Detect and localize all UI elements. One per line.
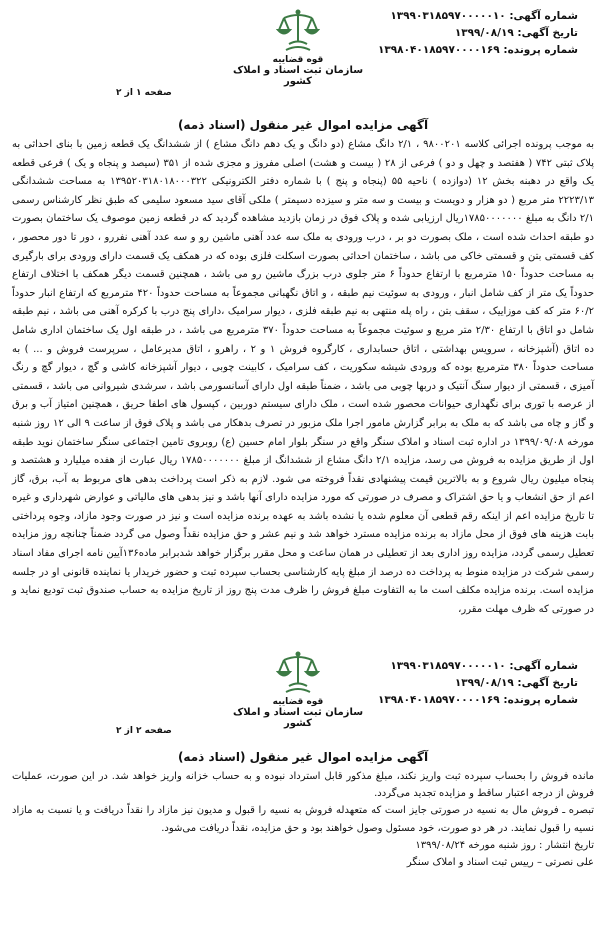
notice-title: آگهی مزایده اموال غیر منقول (اسناد ذمه) (177, 750, 429, 764)
notice-paragraph: تبصره ـ فروش مال به نسیه در صورتی جایز است که متعهدله فروش به نسیه را قبول و مدیون نیز مازاد را نقداً دریافت و یا نسبت به مازاد نسیه را قبول نمایند. در هر دو صورت، خود مسئول وصول خواهند بود و حق مزایده، نقداً دریافت می‌شود. (12, 805, 594, 834)
notice-paragraph: به موجب پرونده اجرائی کلاسه ۹۸۰۰۲۰۱ ، ۲/۱ دانگ مشاع (دو دانگ و یک دهم دانگ مشاع ) از ششدانگ یک قطعه زمین با بنای احداثی به پلاک ثبتی ۷۴۲ ( هفتصد و چهل و دو ) فرعی از ۲۸ ( بیست و هشت) اصلی مفروز و مجزی شده از ۳۵۱ (سیصد و پنجاه و یک ) فرعی قطعه یک واقع در دهبنه بخش ۱۲ (دوازده ) ناحیه ۵۵ (پنجاه و پنج ) با شماره دفتر الکترونیکی ۱۳۹۵۲۰۳۱۸۰۱۸۰۰۰۳۲۲ به مساحت ششدانگی ۲۲۲۳/۱۳ متر مربع ( دو هزار و دویست و بیست و سه متر و سیزده دسیمتر ) ملکی آقای سید مسعود سلیمی که طبق نظر کارشناس رسمی ۲/۱ دانگ به مبلغ ۱۷۸۵۰۰۰۰۰۰۰ریال ارزیابی شده و پلاک فوق در زمان بازدید مشاهده گردید که در قطعه زمین موصوف یک ساختمان بصورت دو طبقه احداث شده است ، ملک بصورت دو بر ، درب ورودی به ملک سه عدد آهنی ماشین رو و سه عدد آهنی نفررو ، دور تا دور محصور ، کف قسمتی بتن و قسمتی خاکی می باشد ، ساختمان احداثی بصورت اسکلت فلزی بوده که در همکف یک قسمت دارای ورودی برای بارگیری به مساحت حدوداً ۱۵۰ مترمربع با ارتفاع حدوداً ۶ متر جلوی درب بزرگ ماشین رو می باشد ، همچنین قسمت دیگر همکف با اختلاف ارتفاع حدوداً یک متر از کف شامل انبار ، ورودی به سوئیت نیم طبقه ، و اتاق نگهبانی مجموعاً به مساحت حدوداً ۴۲۰ مترمربع که ارتفاع انبار حدوداً ۶۰/۲ متر که کف موزاییک ، سقف بتن ، راه پله منتهی به نیم طبقه فلزی ، دیوار سرامیک ،دارای پنج درب با کرکره آهنی می باشد ، نیم طبقه شامل دو اتاق با ارتفاع ۲/۳۰ متر مربع و سوئیت مجموعاً به مساحت حدوداً ۳۷۰ مترمربع می باشد ، در طبقه اول یک ساختمان اداری شامل ده اتاق (آشپزخانه ، سرویس بهداشتی ، اتاق حسابداری ، کارگروه فروش ۱ و ۲ ، راهرو ، اتاق مدیرعامل ، سرپرست فروش و ... ) به مساحت حدوداً ۳۸۰ مترمربع بوده که ورودی شیشه سکوریت ، کف سرامیک ، کابینت چوبی ، دیوار آشپزخانه کاشی و گچ ، دیوار گچ و رنگ آمیزی ، قسمتی از دیوار سنگ آنتیک و دربها چوبی می باشد ، ضمناً طبقه اول دارای آسانسورمی باشد ، سرشدی شیروانی می باشد ، قسمتی از عرصه با توری برای نگهداری حیوانات محصور شده است ، ملک دارای سیستم دوربین ، کپسول های اطفا حریق ، همچنین امتیاز آب و برق و گاز و چاه می باشد که به ملک به برابر گزارش مامور اجرا ملک مزبور در تصرف بدهکار می باشد و پلاک فوق از ساعت ۹ الی ۱۲ روز شنبه مورخه ۱۳۹۹/۰۹/۰۸ در اداره ثبت اسناد و املاک سنگر واقع در سنگر بلوار امام حسین (ع) روبروی تامین اجتماعی سنگر ساختمان نوید طبقه اول از طریق مزایده به فروش می رسد، مزایده ۲/۱ دانگ مشاع از ششدانگ از مبلغ ۱۷۸۵۰۰۰۰۰۰۰ ریال عبارت از هفده میلیارد و هشتصد و پنجاه میلیون ریال شروع و به بالاترین قیمت پیشنهادی نقداً فروخته می شود. لازم به ذکر است پرداخت بدهی های مربوط به آب، برق، گاز اعم از حق انشعاب و یا حق اشتراک و مصرف در صورتی که مورد مزایده دارای آنها باشد و نیز بدهی های مالیاتی و عوارض شهرداری و غیره تا تاریخ مزایده اعم از اینکه رقم قطعی آن معلوم شده یا نشده باشد به عهده برنده مزایده است و نیز در صورت وجود مازاد، وجوه پرداختی بابت هزینه های فوق از محل مازاد به برنده مزایده مسترد خواهد شد و نیم عشر و حق مزایده نقداً وصول می گردد ضمناً چنانچه روز مزایده تعطیل رسمی گردد، مزایده روز اداری بعد از تعطیلی در همان ساعت و محل مقرر برگزار خواهد شدبرابر ماده۱۳۶آیین نامه اجرای مفاد اسناد رسمی شرکت در مزایده منوط به پرداخت ده درصد از مبلغ پایه کارشناسی بحساب سپرده ثبت و حضور خریدار یا نماینده قانونی او در جلسه مزایده است. برنده مزایده مکلف است ما به التفاوت مبلغ فروش را ظرف مدت پنج روز از تاریخ مزایده به حساب صندوق ثبت تودیع نماید و در صورتی که ظرف مهلت مقرر، (12, 139, 595, 615)
page-number: صفحه ۲ از ۲ (116, 726, 172, 736)
org-name-judiciary: قوه قضاییه (272, 55, 324, 65)
notice-body (12, 136, 594, 619)
notice-date: تاریخ آگهی: ۱۳۹۹/۰۸/۱۹ (454, 27, 578, 39)
signature-line: علی نصرتی – رییس ثبت اسناد و املاک سنگر (406, 857, 594, 869)
judiciary-emblem (228, 8, 368, 87)
scales-of-justice-icon (276, 650, 320, 696)
notice-meta (378, 8, 578, 59)
judiciary-emblem (228, 650, 368, 729)
case-number: شماره پرونده: ۱۳۹۸۰۴۰۱۸۵۹۷۰۰۰۰۱۶۹ (377, 694, 578, 706)
notice-number: شماره آگهی: ۱۳۹۹۰۳۱۸۵۹۷۰۰۰۰۰۱۰ (390, 660, 578, 672)
notice-meta (378, 658, 578, 709)
page-number: صفحه ۱ از ۲ (116, 88, 172, 98)
case-number: شماره پرونده: ۱۳۹۸۰۴۰۱۸۵۹۷۰۰۰۰۱۶۹ (377, 44, 578, 56)
scales-of-justice-icon (276, 8, 320, 54)
notice-title: آگهی مزایده اموال غیر منقول (اسناد ذمه) (177, 118, 429, 132)
org-name-judiciary: قوه قضاییه (272, 697, 324, 707)
publication-date: تاریخ انتشار : روز شنبه مورخه ۱۳۹۹/۰۸/۲۴ (415, 839, 594, 851)
notice-page-2 (0, 640, 606, 926)
org-name-registration: سازمان ثبت اسناد و املاک کشور (232, 707, 364, 729)
notice-paragraph: مانده فروش را بحساب سپرده ثبت واریز نکند، مبلغ مذکور قابل استرداد نبوده و به حساب خزانه واریز خواهد شد. در این صورت، عملیات فروش از درجه اعتبار ساقط و مزایده تجدید می‌گردد. (12, 771, 594, 800)
notice-date: تاریخ آگهی: ۱۳۹۹/۰۸/۱۹ (454, 677, 578, 689)
notice-number: شماره آگهی: ۱۳۹۹۰۳۱۸۵۹۷۰۰۰۰۰۱۰ (390, 10, 578, 22)
org-name-registration: سازمان ثبت اسناد و املاک کشور (232, 65, 364, 87)
notice-body (12, 768, 594, 871)
